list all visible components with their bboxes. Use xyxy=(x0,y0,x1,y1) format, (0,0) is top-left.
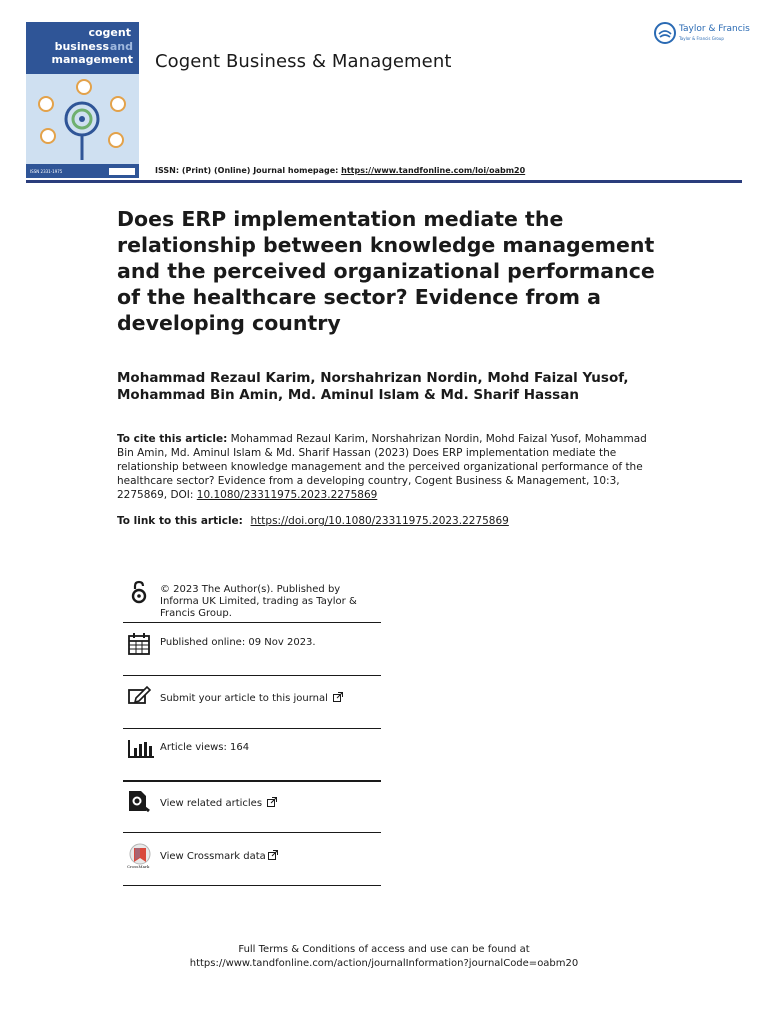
article-link-line xyxy=(117,515,509,527)
cite-doi-link[interactable]: 10.1080/23311975.2023.2275869 xyxy=(196,489,378,501)
related-articles-label: View related articles xyxy=(160,798,263,809)
external-link-icon xyxy=(268,850,278,860)
published-row xyxy=(123,632,381,662)
info-divider xyxy=(123,675,381,676)
external-link-icon xyxy=(333,692,343,702)
cover-publisher-mark xyxy=(109,168,135,175)
cover-footer-band xyxy=(26,164,139,178)
journal-cover-image xyxy=(26,22,139,178)
document-search-icon xyxy=(127,789,151,813)
article-title: Does ERP implementation mediate the relationship between knowledge management and the perceived organizational performance of the healthcare sector? Evidence from a developing country xyxy=(117,207,655,335)
issn-homepage-line xyxy=(155,166,525,175)
crossmark-row[interactable] xyxy=(123,843,381,873)
info-divider xyxy=(123,622,381,623)
open-access-icon xyxy=(127,580,151,604)
info-divider xyxy=(123,832,381,833)
edit-pencil-icon xyxy=(127,684,151,708)
link-label: To link to this article: xyxy=(117,515,247,527)
open-access-row xyxy=(123,580,381,622)
article-doi-link[interactable]: https://doi.org/10.1080/23311975.2023.2275869 xyxy=(250,515,509,527)
published-date-text: Published online: 09 Nov 2023. xyxy=(160,637,316,648)
submit-article-link[interactable] xyxy=(160,692,343,705)
article-views-row xyxy=(123,736,381,766)
cover-word-management: management xyxy=(51,53,133,66)
submit-article-row[interactable] xyxy=(123,684,381,714)
cover-word-and: and xyxy=(109,40,133,53)
issn-label: ISSN: (Print) (Online) Journal homepage: xyxy=(155,166,342,175)
related-articles-link[interactable] xyxy=(160,797,277,810)
publisher-logo-subtext: Taylor & Francis Group xyxy=(679,36,724,41)
submit-article-label: Submit your article to this journal xyxy=(160,693,328,704)
cite-label: To cite this article: xyxy=(117,433,228,445)
bar-chart-icon xyxy=(127,736,151,760)
citation-block xyxy=(117,432,662,502)
crossmark-label: View Crossmark data xyxy=(160,851,266,862)
terms-footer xyxy=(0,943,768,971)
taylor-francis-mark-icon xyxy=(654,22,676,44)
external-link-icon xyxy=(267,797,277,807)
terms-url[interactable]: https://www.tandfonline.com/action/journalInformation?journalCode=oabm20 xyxy=(189,958,579,969)
calendar-icon xyxy=(127,632,151,656)
info-divider xyxy=(123,728,381,729)
crossmark-icon xyxy=(125,843,155,867)
cover-issn: ISSN 2331-1975 xyxy=(30,169,63,174)
info-divider xyxy=(123,780,381,782)
terms-line: Full Terms & Conditions of access and use can be found at xyxy=(238,944,530,955)
copyright-text: © 2023 The Author(s). Published by Informa UK Limited, trading as Taylor & Francis Group. xyxy=(160,584,357,619)
journal-homepage-link[interactable]: https://www.tandfonline.com/loi/oabm20 xyxy=(341,166,526,175)
cover-word-business: business xyxy=(54,40,109,53)
related-articles-row[interactable] xyxy=(123,789,381,819)
taylor-francis-logo[interactable] xyxy=(654,22,754,48)
cover-illustration xyxy=(26,74,139,164)
crossmark-link[interactable] xyxy=(160,850,278,863)
cover-word-cogent: cogent xyxy=(88,26,131,39)
cite-text: Mohammad Rezaul Karim, Norshahrizan Nordin, Mohd Faizal Yusof, Mohammad Bin Amin, Md. Aminul Islam & Md. Sharif Hassan (2023) Does ERP implementation mediate the relationship between knowledge management and the perceived organizational performance of the healthcare sector? Evidence from a developing country, Cogent Business & Management, 10:3, 2275869, DOI: xyxy=(117,433,647,501)
crossmark-caption: CrossMark xyxy=(127,864,150,869)
info-divider xyxy=(123,885,381,886)
publisher-logo-text: Taylor & Francis xyxy=(679,24,750,34)
header-divider xyxy=(26,180,742,183)
article-views-text: Article views: 164 xyxy=(160,742,250,753)
article-authors: Mohammad Rezaul Karim, Norshahrizan Nordin, Mohd Faizal Yusof, Mohammad Bin Amin, Md. Aminul Islam & Md. Sharif Hassan xyxy=(117,370,629,403)
journal-title: Cogent Business & Management xyxy=(155,51,452,72)
